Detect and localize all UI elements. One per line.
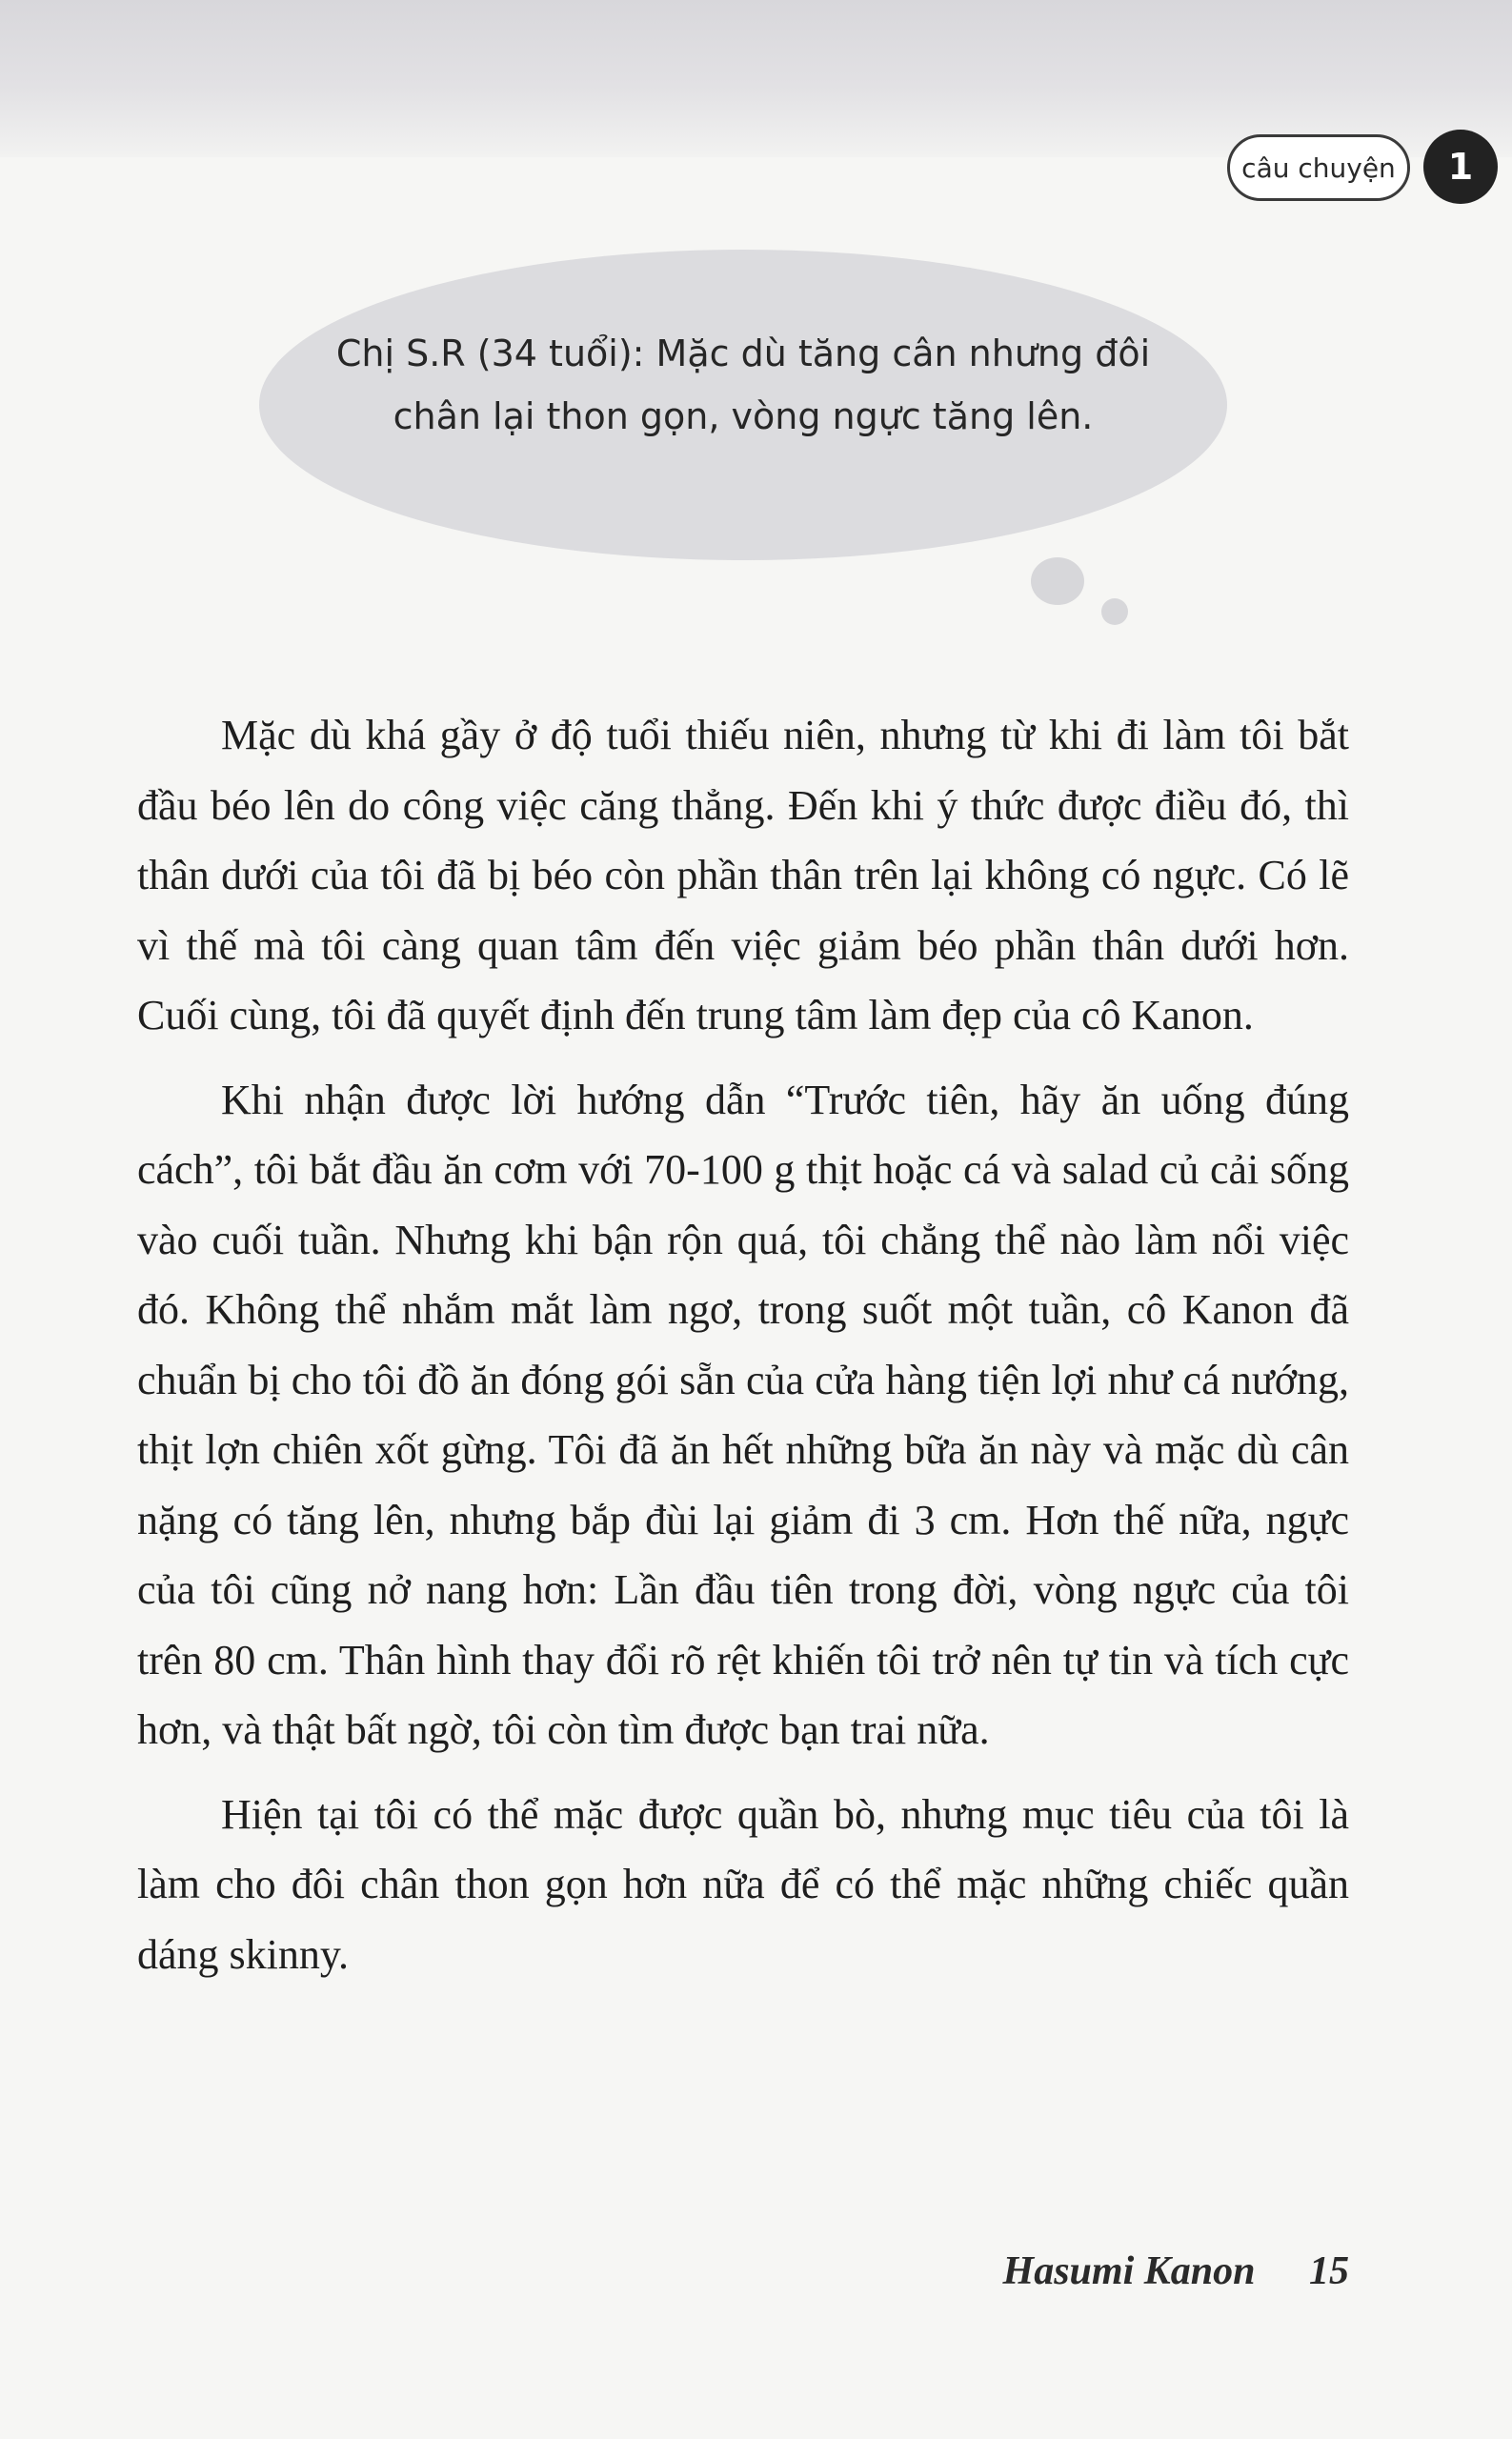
thought-bubble-dot-small [1101, 598, 1128, 625]
page-number: 15 [1309, 2249, 1349, 2293]
chapter-number-badge [1423, 130, 1498, 204]
paragraph-1: Mặc dù khá gầy ở độ tuổi thiếu niên, nhưng từ khi đi làm tôi bắt đầu béo lên do công việc căng thẳng. Đến khi ý thức được điều đó, thì thân dưới của tôi đã bị béo còn phần thân trên lại không có ngực. Có lẽ vì thế mà tôi càng quan tâm đến việc giảm béo phần thân dưới hơn. Cuối cùng, tôi đã quyết định đến trung tâm làm đẹp của cô Kanon. [137, 712, 1349, 1038]
chapter-label [1227, 134, 1410, 201]
chapter-number-text: 1 [1447, 146, 1474, 188]
chapter-label-text: câu chuyện [1241, 151, 1396, 184]
thought-bubble-dot-large [1031, 557, 1084, 605]
body-text [137, 700, 1349, 2004]
footer-author: Hasumi Kanon [1002, 2249, 1256, 2293]
paragraph-2: Khi nhận được lời hướng dẫn “Trước tiên, hãy ăn uống đúng cách”, tôi bắt đầu ăn cơm với 70-100 g thịt hoặc cá và salad củ cải sống vào cuối tuần. Nhưng khi bận rộn quá, tôi chẳng thể nào làm nổi việc đó. Không thể nhắm mắt làm ngơ, trong suốt một tuần, cô Kanon đã chuẩn bị cho tôi đồ ăn đóng gói sẵn của cửa hàng tiện lợi như cá nướng, thịt lợn chiên xốt gừng. Tôi đã ăn hết những bữa ăn này và mặc dù cân nặng có tăng lên, nhưng bắp đùi lại giảm đi 3 cm. Hơn thế nữa, ngực của tôi cũng nở nang hơn: Lần đầu tiên trong đời, vòng ngực của tôi trên 80 cm. Thân hình thay đổi rõ rệt khiến tôi trở nên tự tin và tích cực hơn, và thật bất ngờ, tôi còn tìm được bạn trai nữa. [137, 1076, 1349, 1753]
page-footer [857, 2248, 1349, 2294]
paragraph-3: Hiện tại tôi có thể mặc được quần bò, nhưng mục tiêu của tôi là làm cho đôi chân thon gọn hơn nữa để có thể mặc những chiếc quần dáng skinny. [137, 1790, 1349, 1978]
thought-bubble-text: Chị S.R (34 tuổi): Mặc dù tăng cân nhưng đôi chân lại thon gọn, vòng ngực tăng lên. [335, 333, 1151, 437]
